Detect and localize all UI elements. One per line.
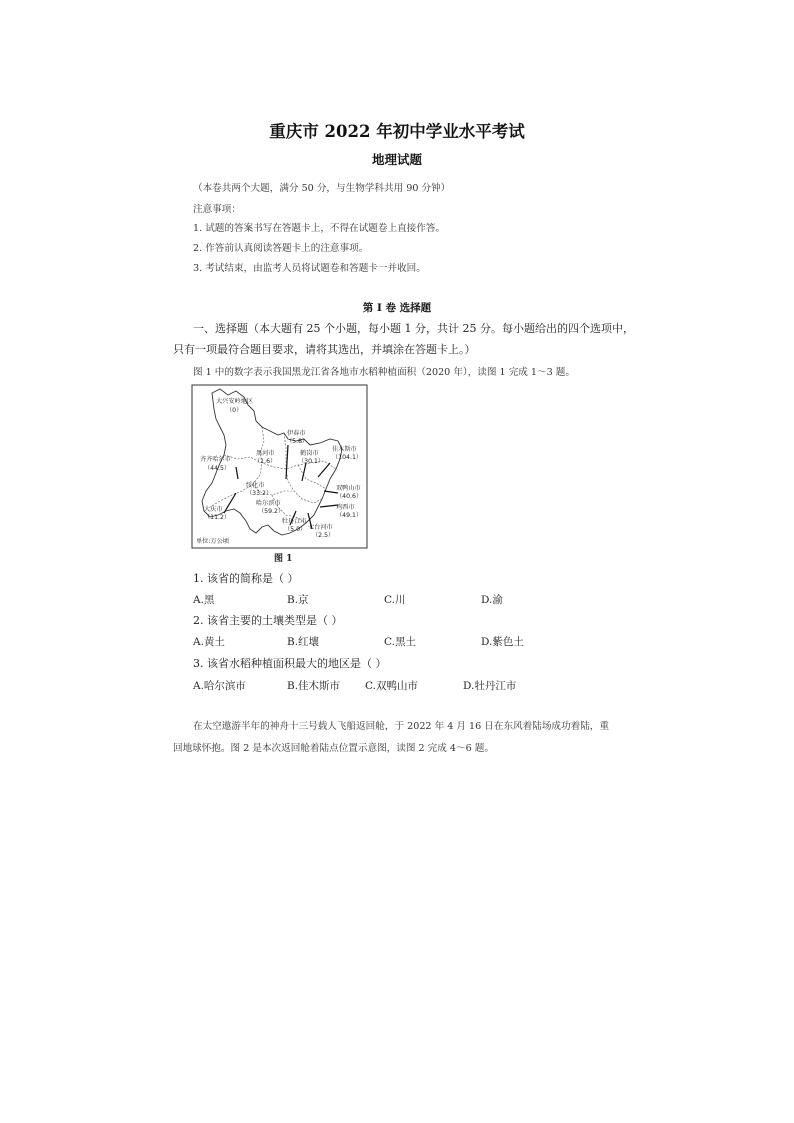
region-value: （40.6） <box>336 493 363 500</box>
pointer-arrow <box>318 463 330 477</box>
region-value: （2.5） <box>312 532 335 539</box>
region-name: 齐齐哈尔市 <box>200 456 231 463</box>
answer-option: C.川 <box>384 594 406 606</box>
region-value: （49.1） <box>336 512 363 519</box>
map-unit: 单位:万公顷 <box>196 538 230 545</box>
region-value: （0） <box>226 407 243 414</box>
section-instructions-cont: 只有一项最符合题目要求，请将其选出，并填涂在答题卡上。） <box>173 343 476 356</box>
region-name: 黑河市 <box>256 450 275 457</box>
question-stem: 2. 该省主要的土壤类型是（ ） <box>193 614 343 627</box>
region-name: 牡丹江市 <box>282 518 307 525</box>
answer-option: B.京 <box>287 594 309 606</box>
region-value: （1.6） <box>254 458 277 465</box>
region-value: （5.8） <box>286 438 309 445</box>
section-title: 第 I 卷 选择题 <box>362 302 432 314</box>
answer-option: A.黄土 <box>193 636 225 648</box>
exam-summary: （本卷共两个大题，满分 50 分，与生物学科共用 90 分钟） <box>193 183 451 194</box>
answer-option: B.佳木斯市 <box>287 680 341 692</box>
region-value: （44.5） <box>204 465 231 472</box>
question-stem: 1. 该省的简称是（ ） <box>193 572 299 585</box>
figure1-intro: 图 1 中的数字表示我国黑龙江省各地市水稻种植面积（2020 年），读图 1 完成 1～3 题。 <box>193 367 575 378</box>
question-stem: 3. 该省水稻种植面积最大的地区是（ ） <box>193 657 387 670</box>
answer-option: A.黑 <box>193 594 215 606</box>
pointer-arrow <box>236 467 238 479</box>
region-name: 鹤岗市 <box>300 450 319 457</box>
region-value: （104.1） <box>332 454 363 461</box>
city-border <box>298 465 326 489</box>
section-instructions: 一、选择题（本大题有 25 个小题，每小题 1 分，共计 25 分。每小题给出的四个选项中， <box>193 322 634 335</box>
region-name: 伊春市 <box>287 430 306 437</box>
region-name: 佳木斯市 <box>332 446 357 453</box>
note-item: 1. 试题的答案书写在答题卡上，不得在试题卷上直接作答。 <box>193 223 446 234</box>
answer-option: D.牡丹江市 <box>463 680 517 692</box>
region-value: （33.2） <box>246 490 273 497</box>
answer-option: D.渝 <box>481 594 503 606</box>
passage2-text-cont: 回地球怀抱。图 2 是本次返回舱着陆点位置示意图，读图 2 完成 4～6 题。 <box>173 743 494 754</box>
region-value: （5.0） <box>284 526 307 533</box>
exam-subtitle: 地理试题 <box>371 152 422 167</box>
answer-option: A.哈尔滨市 <box>193 680 246 692</box>
region-value: （11.2） <box>204 514 231 521</box>
passage2-text: 在太空遨游半年的神舟十三号载人飞船返回舱，于 2022 年 4 月 16 日在东风着陆场成功着陆，重 <box>193 721 609 732</box>
region-name: 鸡西市 <box>336 504 355 511</box>
answer-option: D.紫色土 <box>481 636 524 648</box>
answer-option: C.双鸭山市 <box>365 680 418 692</box>
region-name: 七台河市 <box>308 524 333 531</box>
note-item: 2. 作答前认真阅读答题卡上的注意事项。 <box>193 243 369 254</box>
region-name: 绥化市 <box>246 482 265 489</box>
region-name: 哈尔滨市 <box>256 500 281 507</box>
region-name: 双鸭山市 <box>336 485 361 492</box>
answer-option: B.红壤 <box>287 636 320 648</box>
answer-option: C.黑土 <box>384 636 416 648</box>
region-name: 大庆市 <box>204 506 223 513</box>
heilongjiang-map <box>190 383 370 551</box>
region-value: （59.2） <box>258 508 285 515</box>
notes-heading: 注意事项： <box>193 204 241 215</box>
exam-title: 重庆市 2022 年初中学业水平考试 <box>269 122 525 141</box>
region-name: 大兴安岭地区 <box>216 398 254 405</box>
note-item: 3. 考试结束，由监考人员将试题卷和答题卡一并收回。 <box>193 263 426 274</box>
region-value: （30.1） <box>298 458 325 465</box>
figure1-caption: 图 1 <box>274 554 293 564</box>
